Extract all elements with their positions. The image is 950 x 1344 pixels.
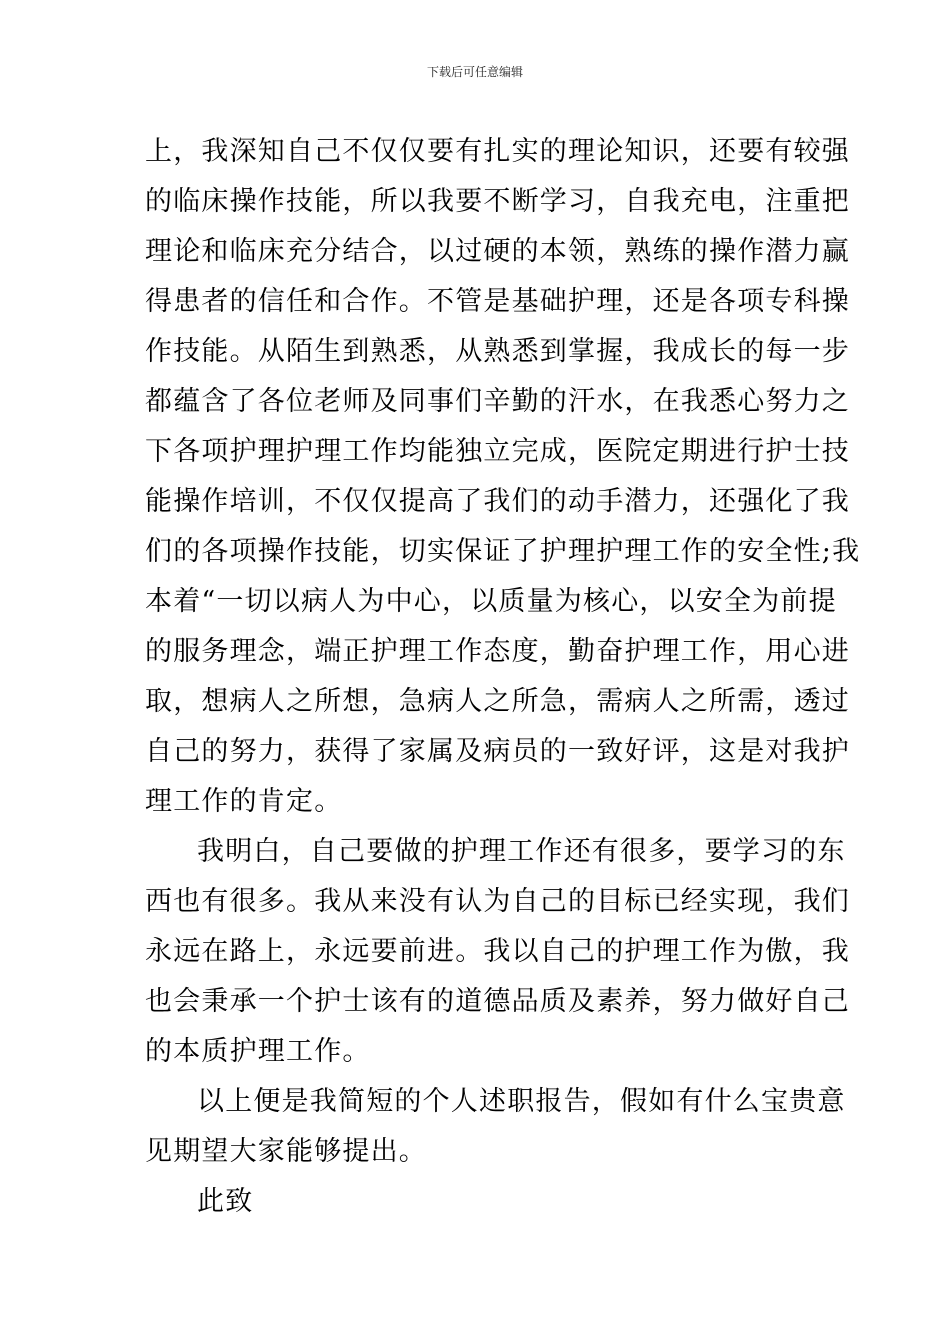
- text-line: 得患者的信任和合作。不管是基础护理，还是各项专科操: [145, 286, 850, 317]
- text-line: 的临床操作技能，所以我要不断学习，自我充电，注重把: [145, 186, 850, 217]
- page-header-note: 下载后可任意编辑: [426, 65, 523, 79]
- text-line: 自己的努力，获得了家属及病员的一致好评，这是对我护: [145, 736, 850, 767]
- text-line: 我明白，自己要做的护理工作还有很多，要学习的东: [197, 836, 846, 867]
- text-line: 以上便是我简短的个人述职报告，假如有什么宝贵意: [197, 1086, 846, 1117]
- paragraph: [145, 827, 850, 1077]
- text-line: 都蕴含了各位老师及同事们辛勤的汗水，在我悉心努力之: [145, 386, 850, 417]
- text-line: 理工作的肯定。: [145, 786, 343, 817]
- text-line: 的本质护理工作。: [145, 1036, 371, 1067]
- text-line: 取，想病人之所想，急病人之所急，需病人之所需，透过: [145, 686, 850, 717]
- text-line: 们的各项操作技能，切实保证了护理护理工作的安全性;我: [145, 536, 861, 567]
- closing-salutation: 此致: [197, 1186, 254, 1217]
- text-line: 永远在路上，永远要前进。我以自己的护理工作为傲，我: [145, 936, 850, 967]
- document-body: [145, 127, 861, 1227]
- text-line: 的服务理念，端正护理工作态度，勤奋护理工作，用心进: [145, 636, 850, 667]
- text-line: 下各项护理护理工作均能独立完成，医院定期进行护士技: [145, 436, 850, 467]
- text-line: 见期望大家能够提出。: [145, 1136, 427, 1167]
- text-line: 能操作培训，不仅仅提高了我们的动手潜力，还强化了我: [145, 486, 850, 517]
- text-line: 理论和临床充分结合，以过硬的本领，熟练的操作潜力赢: [145, 236, 850, 267]
- closing: [145, 1177, 810, 1227]
- text-line: 上，我深知自己不仅仅要有扎实的理论知识，还要有较强: [145, 136, 850, 167]
- text-line: 也会秉承一个护士该有的道德品质及素养，努力做好自己: [145, 986, 850, 1017]
- text-line: 西也有很多。我从来没有认为自己的目标已经实现，我们: [145, 886, 850, 917]
- text-line: 本着“一切以病人为中心，以质量为核心，以安全为前提: [145, 586, 837, 617]
- paragraph: [145, 1077, 846, 1177]
- text-line: 作技能。从陌生到熟悉，从熟悉到掌握，我成长的每一步: [145, 336, 850, 367]
- paragraph: [145, 127, 861, 827]
